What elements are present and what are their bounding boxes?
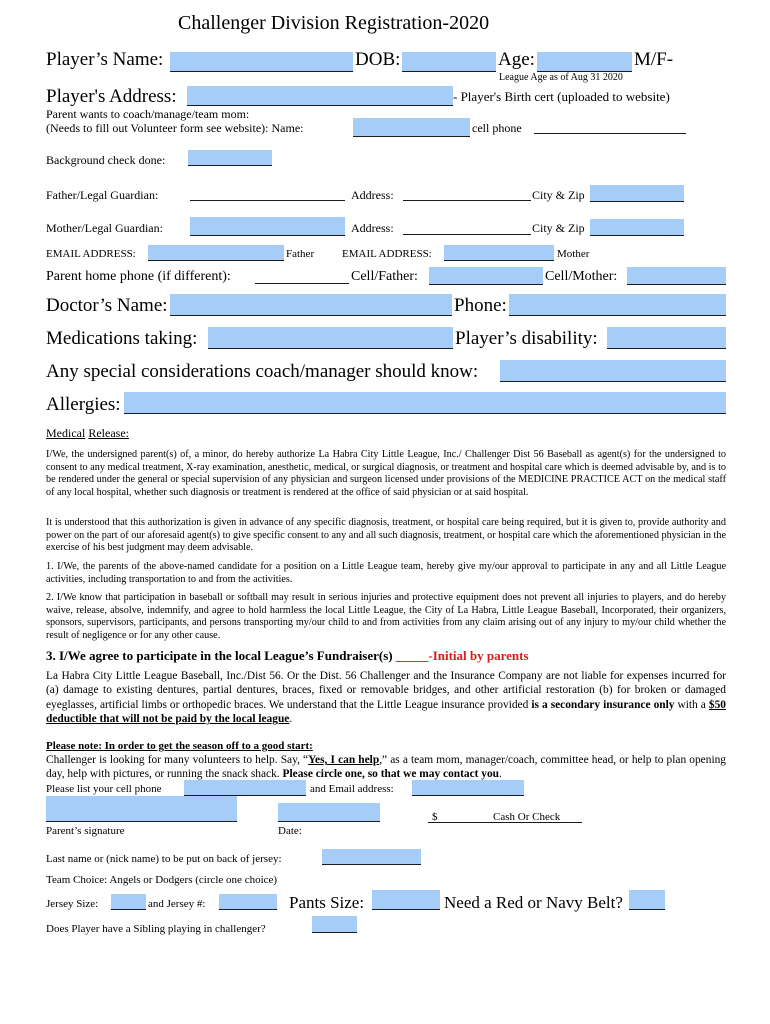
dob-label: DOB: <box>355 49 401 70</box>
doctor-label: Doctor’s Name: <box>46 295 168 316</box>
medical-word: Medical <box>46 426 86 440</box>
cell-phone-label: cell phone <box>472 121 522 135</box>
fundraiser-blank[interactable]: _____ <box>395 648 429 663</box>
medications-label: Medications taking: <box>46 328 198 349</box>
cell-father-field[interactable] <box>429 267 543 285</box>
date-field[interactable] <box>278 803 380 822</box>
sibling-field[interactable] <box>312 916 357 933</box>
mother-address-line[interactable] <box>403 234 531 235</box>
mother-name-field[interactable] <box>190 217 345 236</box>
parent-coach-line2: (Needs to fill out Volunteer form see website): Name: <box>46 121 304 135</box>
volunteer-circle: Please circle one, so that we may contact you <box>282 768 500 781</box>
parent-signature-label: Parent’s signature <box>46 825 125 837</box>
player-name-label: Player’s Name: <box>46 49 164 70</box>
allergies-field[interactable] <box>124 392 726 414</box>
father-city-field[interactable] <box>590 185 684 202</box>
special-considerations-label: Any special considerations coach/manager should know: <box>46 361 479 382</box>
medical-release-heading <box>46 426 129 441</box>
fundraiser-text: 3. I/We agree to participate in the local League’s Fundraiser(s) <box>46 648 393 663</box>
player-name-field[interactable] <box>170 52 353 72</box>
cell-mother-label: Cell/Mother: <box>545 269 618 284</box>
release-paragraph-2: It is understood that this authorization is given in advance of any specific diagnosis, treatment, or hospital care being required, but it is given to, provide authority and power on the part of our aforesaid agent(s) to give specific consent to any and all such diagnosis, treatment, or hospital care which the aforementioned physician in the exercise of his best judgment may deem advisable. <box>46 517 726 554</box>
jersey-number-field[interactable] <box>219 894 277 910</box>
insurance-deductible: $50 deductible that will not be paid by the local league <box>46 698 726 726</box>
volunteer-paragraph <box>46 753 726 782</box>
sibling-label: Does Player have a Sibling playing in challenger? <box>46 923 266 935</box>
medications-field[interactable] <box>208 327 453 349</box>
team-choice-label[interactable]: Team Choice: Angels or Dodgers (circle one choice) <box>46 874 278 886</box>
mother-email-suffix: Mother <box>557 248 590 260</box>
volunteer-yes: Yes, I can help <box>308 754 380 766</box>
page-title: Challenger Division Registration-2020 <box>178 12 490 34</box>
age-field[interactable] <box>537 52 632 72</box>
insurance-end: . <box>289 713 293 726</box>
father-email-field[interactable] <box>148 245 284 261</box>
father-name-line[interactable] <box>190 200 345 201</box>
player-address-label: Player's Address: <box>46 86 177 107</box>
mother-city-field[interactable] <box>590 219 684 236</box>
mother-email-label: EMAIL ADDRESS: <box>342 248 432 260</box>
father-city-label: City & Zip <box>532 188 585 202</box>
fundraiser-line <box>46 648 529 664</box>
pants-size-label: Pants Size: <box>289 893 365 912</box>
league-age-note: League Age as of Aug 31 2020 <box>499 72 623 83</box>
volunteer-email-label: and Email address: <box>310 783 394 795</box>
father-address-label: Address: <box>351 188 394 202</box>
father-address-line[interactable] <box>403 200 531 201</box>
insurance-secondary: is a secondary insurance only <box>531 698 675 711</box>
volunteer-period: . <box>499 768 502 781</box>
belt-field[interactable] <box>629 890 665 910</box>
mother-address-label: Address: <box>351 221 394 235</box>
disability-label: Player’s disability: <box>455 328 598 349</box>
doctor-field[interactable] <box>170 294 452 316</box>
insurance-paragraph <box>46 669 726 727</box>
background-check-label: Background check done: <box>46 153 166 167</box>
volunteer-text1: Challenger is looking for many volunteers to help. Say, “ <box>46 754 309 766</box>
allergies-label: Allergies: <box>46 394 121 415</box>
release-word: Release: <box>88 426 129 440</box>
parent-coach-line1: Parent wants to coach/manage/team mom: <box>46 107 250 121</box>
age-label: Age: <box>498 49 535 70</box>
mother-email-field[interactable] <box>444 245 554 261</box>
release-paragraph-1: I/We, the undersigned parent(s) of, a minor, do hereby authorize La Habra City Little League, Inc./ Challenger Dist 56 Baseball as agent(s) for the undersigned to consent to any medical treatment, X-ray examination, anesthetic, medical, or surgical diagnosis, or treatment and hospital care which is deemed advisable by, and is to be rendered under the general or special supervision of any physician and surgeon licensed under provisions of the MEDICINE PRACTICE ACT on the medical staff of any local hospital, whether such diagnosis or treatment is rendered at the office of said physician or at said hospital. <box>46 449 726 498</box>
pants-size-field[interactable] <box>372 890 440 910</box>
mother-city-label: City & Zip <box>532 221 585 235</box>
background-check-field[interactable] <box>188 150 272 166</box>
volunteer-text2: ,” as a team mom, manager/coach, committee head, or help to plan opening day, help with pictures, or running the snack shack. <box>46 754 726 781</box>
release-paragraph-4: 2. I/We know that participation in baseball or softball may result in serious injuries and protective equipment does not prevent all injuries to players, and do hereby waive, release, absolve, indemnify, and agree to hold harmless the local Little League, the City of La Habra, Little League Baseball, Incorporated, their organizers, sponsors, supervisors, participants, and persons transporting my/our child to and from activities from any claim arising out of any injury to my/our child whether the result of negligence or for any other cause. <box>46 592 726 641</box>
jersey-number-label: and Jersey #: <box>148 898 206 910</box>
dob-field[interactable] <box>402 52 496 72</box>
cell-mother-field[interactable] <box>627 267 726 285</box>
home-phone-label: Parent home phone (if different): <box>46 269 231 284</box>
date-label: Date: <box>278 825 302 837</box>
volunteer-cell-field[interactable] <box>184 780 306 796</box>
parent-signature-field[interactable] <box>46 796 237 822</box>
jersey-name-label: Last name or (nick name) to be put on back of jersey: <box>46 853 282 865</box>
jersey-size-label: Jersey Size: <box>46 898 99 910</box>
special-considerations-field[interactable] <box>500 360 726 382</box>
birth-cert-note: - Player's Birth cert (uploaded to website) <box>453 89 670 104</box>
home-phone-line[interactable] <box>255 283 349 284</box>
doctor-phone-label: Phone: <box>454 295 507 316</box>
disability-field[interactable] <box>607 327 726 349</box>
father-label: Father/Legal Guardian: <box>46 188 159 202</box>
volunteer-heading: Please note: In order to get the season off to a good start: <box>46 740 313 752</box>
volunteer-cell-label: Please list your cell phone <box>46 783 162 795</box>
payment-method[interactable]: Cash Or Check <box>493 811 561 823</box>
payment-dollar: $ <box>432 811 438 823</box>
jersey-name-field[interactable] <box>322 849 421 865</box>
gender-label: M/F- <box>634 49 674 70</box>
volunteer-email-field[interactable] <box>412 780 524 796</box>
volunteer-name-field[interactable] <box>353 118 470 137</box>
belt-label: Need a Red or Navy Belt? <box>444 893 623 912</box>
release-paragraph-3: 1. I/We, the parents of the above-named candidate for a position on a Little League team, hereby give my/our approval to participate in any and all Little League activities, including transportation to and from the activities. <box>46 561 726 585</box>
jersey-size-field[interactable] <box>111 894 146 910</box>
mother-label: Mother/Legal Guardian: <box>46 221 163 235</box>
cell-father-label: Cell/Father: <box>351 269 418 284</box>
doctor-phone-field[interactable] <box>509 294 726 316</box>
father-email-label: EMAIL ADDRESS: <box>46 248 136 260</box>
player-address-field[interactable] <box>187 86 453 106</box>
fundraiser-initial: -Initial by parents <box>428 648 529 663</box>
volunteer-cell-line[interactable] <box>534 133 686 134</box>
father-email-suffix: Father <box>286 248 315 260</box>
insurance-mid: with a <box>677 698 706 711</box>
insurance-text: La Habra City Little League Baseball, Inc./Dist 56. Or the Dist. 56 Challenger and the Insurance Company are not liable for expenses incurred for (a) damage to existing dentures, partial dentures, braces, fixed or removable bridges, and other artificial restoration (b) for broken or damaged eyeglasses, artificial limbs or orthopedic braces. We understand that the Little League insurance provided <box>46 670 726 711</box>
